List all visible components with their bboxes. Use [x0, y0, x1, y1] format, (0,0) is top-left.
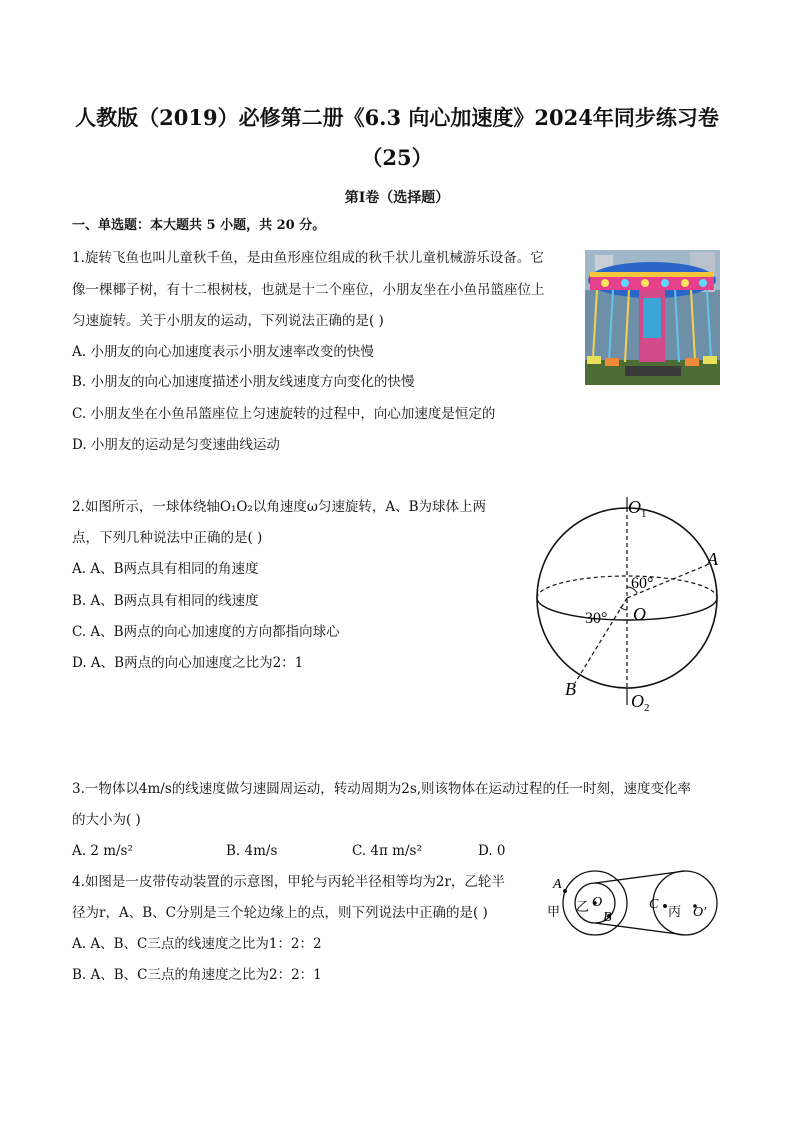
point-c [663, 904, 667, 908]
q4-stem-line1: 4.如图是一皮带传动装置的示意图，甲轮与丙轮半径相等均为2r，乙轮半 [72, 874, 505, 890]
q2-option-b: B. A、B两点具有相同的线速度 [72, 593, 259, 609]
label-b: B [565, 679, 576, 699]
doc-title-line1: 人教版（2019）必修第二册《6.3 向心加速度》2024年同步练习卷 [75, 105, 719, 130]
q1-stem-line2: 像一棵椰子树，有十二根树枝，也就是十二个座位，小朋友坐在小鱼吊篮座位上 [72, 282, 545, 298]
label-o2: $O_2$ [631, 691, 650, 714]
label-o: O [633, 604, 646, 624]
label-o1: $O_1$ [628, 497, 647, 520]
angle-arc-30 [620, 607, 627, 610]
q2-option-d: D. A、B两点的向心加速度之比为2：1 [72, 655, 304, 671]
section-heading: 第Ⅰ卷（选择题） [344, 190, 450, 206]
q3-stem-line1: 3.一物体以4m/s的线速度做匀速圆周运动，转动周期为2s,则该物体在运动过程的任一时刻，速度变化率 [72, 781, 692, 797]
wheel-bing [653, 871, 717, 935]
q1-stem-line3: 匀速旋转。关于小朋友的运动，下列说法正确的是( ) [72, 313, 384, 329]
q1-option-d: D. 小朋友的运动是匀变速曲线运动 [72, 437, 280, 453]
belt-top [595, 871, 685, 883]
q1-option-b: B. 小朋友的向心加速度描述小朋友线速度方向变化的快慢 [72, 374, 415, 390]
point-a [563, 889, 567, 893]
q2-stem-line2: 点，下列几种说法中正确的是( ) [72, 530, 263, 546]
label-angle-30: 30° [585, 610, 608, 627]
q2-option-a: A. A、B两点具有相同的角速度 [72, 561, 259, 577]
q3-stem-line2: 的大小为( ) [72, 812, 141, 828]
label-angle-60: 60° [631, 575, 654, 592]
q3-option-a: A. 2 m/s² [72, 843, 133, 859]
q4-stem-line2: 径为r，A、B、C分别是三个轮边缘上的点，则下列说法中正确的是( ) [72, 905, 488, 921]
label-o-prime: O′ [693, 905, 707, 920]
label-yi: 乙 [576, 899, 590, 914]
q1-option-c: C. 小朋友坐在小鱼吊篮座位上匀速旋转的过程中，向心加速度是恒定的 [72, 406, 496, 422]
q2-option-c: C. A、B两点的向心加速度的方向都指向球心 [72, 624, 340, 640]
q2-stem-line1: 2.如图所示，一球体绕轴O₁O₂以角速度ω匀速旋转，A、B为球体上两 [72, 499, 487, 515]
label-o: O [592, 895, 603, 910]
q4-option-a: A. A、B、C三点的线速度之比为1：2：2 [72, 936, 322, 952]
q1-stem-line1: 1.旋转飞鱼也叫儿童秋千鱼，是由鱼形座位组成的秋千状儿童机械游乐设备。它 [72, 250, 544, 266]
doc-title-line2: （25） [361, 145, 433, 170]
label-jia: 甲 [547, 904, 561, 919]
belt-drive-diagram [545, 866, 745, 941]
label-a: A [707, 549, 718, 569]
sphere-diagram [525, 495, 740, 720]
q4-option-b: B. A、B、C三点的角速度之比为2：2：1 [72, 967, 322, 983]
q3-option-b: B. 4m/s [226, 843, 278, 859]
label-b: B [603, 910, 612, 925]
carousel-photo [585, 250, 720, 385]
q3-option-d: D. 0 [478, 843, 506, 859]
label-c: C [649, 897, 659, 912]
label-bing: 丙 [668, 904, 682, 919]
q3-option-c: C. 4π m/s² [352, 843, 422, 859]
label-a: A [553, 877, 562, 892]
part-heading: 一、单选题：本大题共 5 小题，共 20 分。 [72, 218, 326, 233]
q1-option-a: A. 小朋友的向心加速度表示小朋友速率改变的快慢 [72, 344, 374, 360]
